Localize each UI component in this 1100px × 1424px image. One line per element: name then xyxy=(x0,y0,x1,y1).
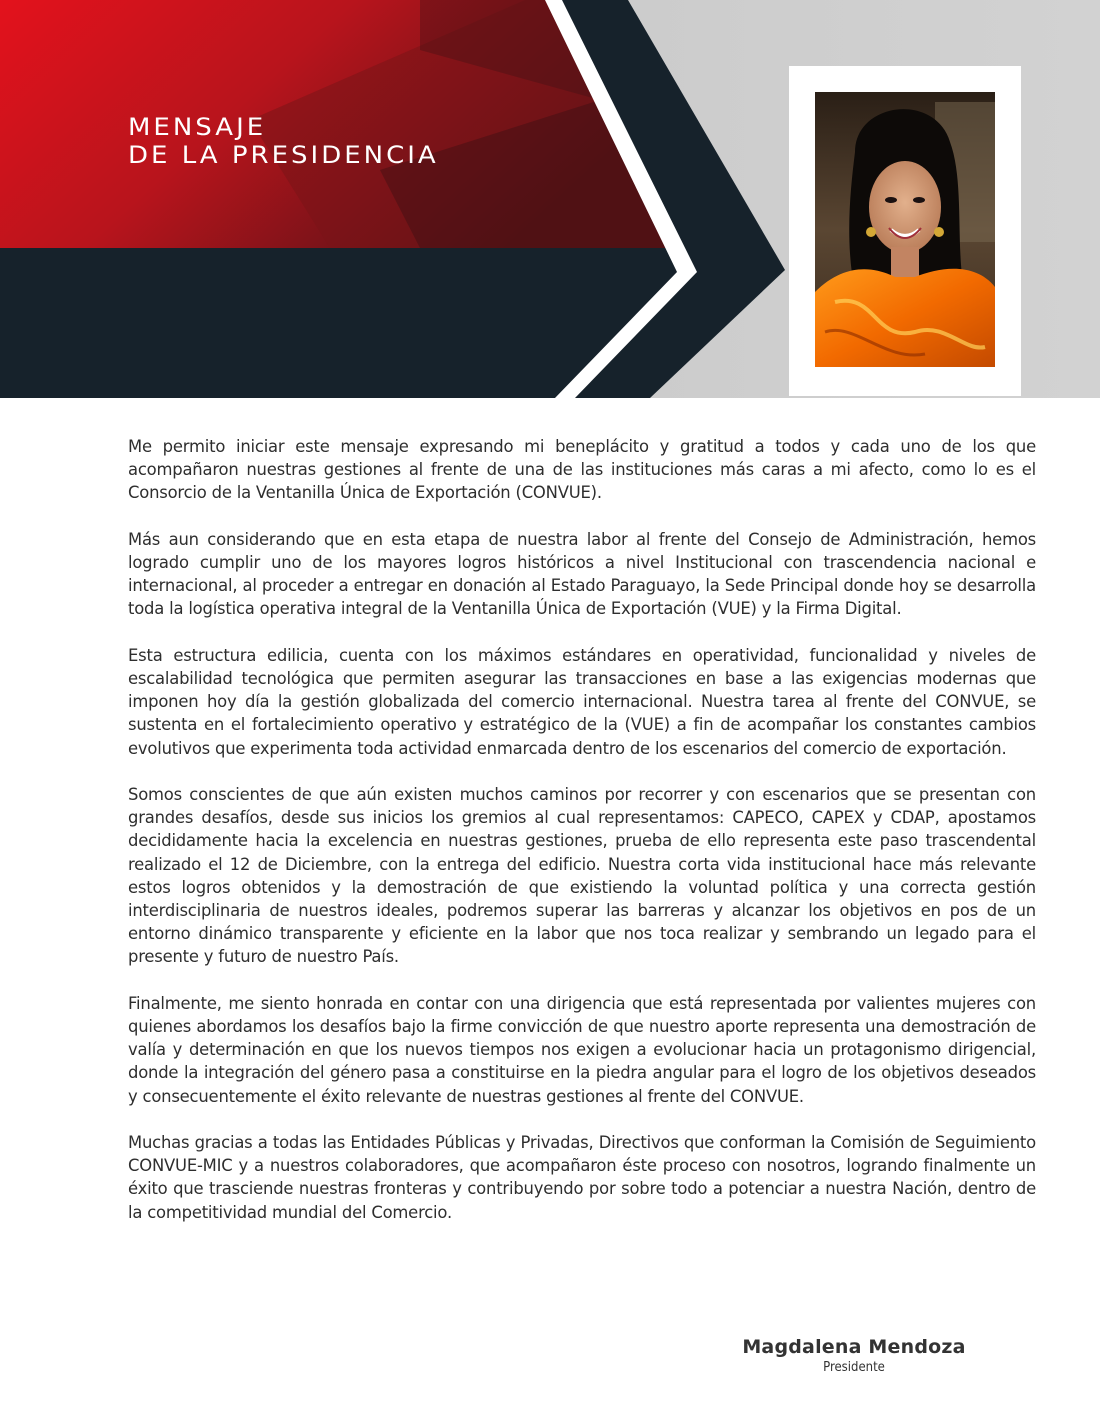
paragraph-5: Finalmente, me siento honrada en contar con una dirigencia que está representada por valientes mujeres con quienes abordamos los desafíos bajo la firme convicción de que nuestro aporte representa una demostración de valía y determinación en que los nuevos tiempos nos exigen a evolucionar hacia un protagonismo dirigencial, donde la integración del género pasa a constituirse en la piedra angular para el logro de los objetivos deseados y consecuentemente el éxito relevante de nuestras gestiones al frente del CONVUE. xyxy=(128,993,1036,1106)
portrait-photo xyxy=(815,92,995,367)
page-title xyxy=(128,114,439,169)
portrait-image xyxy=(815,92,995,367)
signature-block xyxy=(704,1336,1004,1375)
title-line-2: DE LA PRESIDENCIA xyxy=(128,141,439,170)
title-line-1: MENSAJE xyxy=(128,114,267,142)
paragraph-2: Más aun considerando que en esta etapa de nuestra labor al frente del Consejo de Administración, hemos logrado cumplir uno de los mayores logros históricos a nivel Institucional con trascendencia nacional e internacional, al proceder a entregar en donación al Estado Paraguayo, la Sede Principal donde hoy se desarrolla toda la logística operativa integral de la Ventanilla Única de Exportación (VUE) y la Firma Digital. xyxy=(128,529,1036,619)
signer-role: Presidente xyxy=(823,1360,885,1375)
signer-name: Magdalena Mendoza xyxy=(742,1336,966,1358)
photo-frame xyxy=(789,66,1021,396)
paragraph-4: Somos conscientes de que aún existen muchos caminos por recorrer y con escenarios que se presentan con grandes desafíos, desde sus inicios los gremios al cual representamos: CAPECO, CAPEX y CDAP, apostamos decididamente hacia la excelencia en nuestras gestiones, prueba de ello representa este paso trascendental realizado el 12 de Diciembre, con la entrega del edificio. Nuestra corta vida institucional hace más relevante estos logros obtenidos y la demostración de que existiendo la voluntad política y una correcta gestión interdisciplinaria de nuestros ideales, podremos superar las barreras y alcanzar los objetivos en pos de un entorno dinámico transparente y eficiente en la labor que nos toca realizar y sembrando un legado para el presente y futuro de nuestro País. xyxy=(128,785,1036,967)
header-banner xyxy=(0,0,1100,398)
paragraph-3: Esta estructura edilicia, cuenta con los máximos estándares en operatividad, funcionalidad y niveles de escalabilidad tecnológica que permiten asegurar las transacciones en base a las exigencias modernas que imponen hoy día la gestión globalizada del comercio internacional. Nuestra tarea al frente del CONVUE, se sustenta en el fortalecimiento operativo y estratégico de la (VUE) a fin de acompañar los constantes cambios evolutivos que experimenta toda actividad enmarcada dentro de los escenarios del comercio de exportación. xyxy=(128,645,1036,758)
paragraph-1: Me permito iniciar este mensaje expresando mi beneplácito y gratitud a todos y cada uno de los que acompañaron nuestras gestiones al frente de una de las instituciones más caras a mi afecto, como lo es el Consorcio de la Ventanilla Única de Exportación (CONVUE). xyxy=(128,437,1036,503)
message-body xyxy=(128,435,1036,1247)
paragraph-6: Muchas gracias a todas las Entidades Públicas y Privadas, Directivos que conforman la Comisión de Seguimiento CONVUE-MIC y a nuestros colaboradores, que acompañaron éste proceso con nosotros, logrando finalmente un éxito que trasciende nuestras fronteras y contribuyendo por sobre todo a potenciar a nuestra Nación, dentro de la competitividad mundial del Comercio. xyxy=(128,1133,1036,1222)
